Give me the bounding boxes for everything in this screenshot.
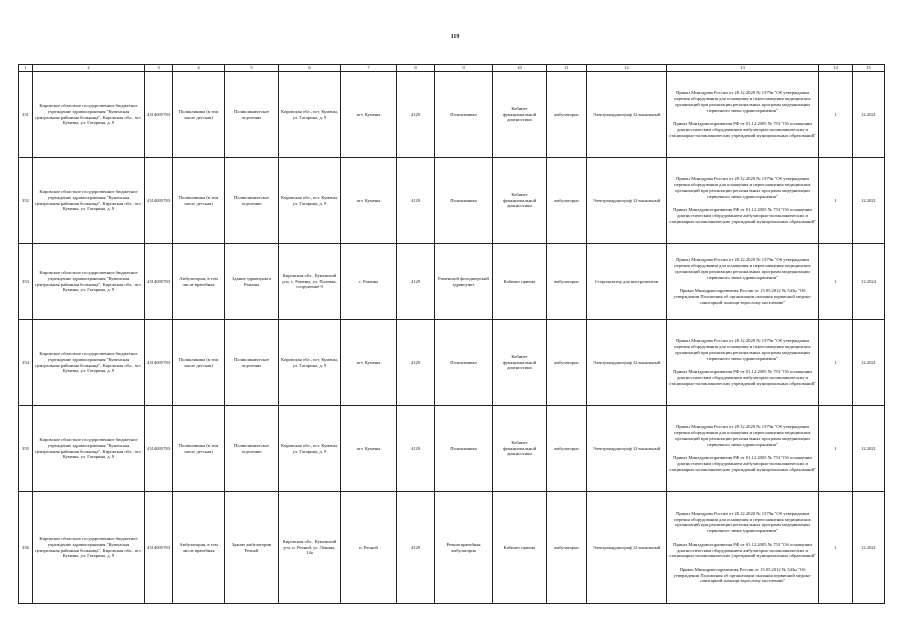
equipment-table: [18, 64, 885, 604]
column-header: 3: [145, 65, 173, 72]
facility-address: Кировская обл., пгт. Кумены, ул. Гагарина, д. 9: [279, 406, 341, 492]
legal-act: Приказ Минздравсоцразвития РФ от 01.12.2005 № 753 "Об оснащении диагностическим оборудованием амбулаторно-поликлинических и стационарно-поликлинических учреждений муниципальных образований": [669, 207, 816, 224]
facility-type: Поликлиника (в том числе детская): [173, 406, 225, 492]
locality-name: пгт. Кумены: [341, 158, 397, 244]
unit-type: Речная врачебная амбулатория: [435, 492, 493, 604]
column-header: 1: [19, 65, 33, 72]
row-number: 354: [19, 320, 33, 406]
equipment-name: Электрокардиограф 12-канальный: [587, 406, 667, 492]
division-name: Поликлиническое отделение: [225, 72, 279, 158]
unit-type: Поликлиника: [435, 406, 493, 492]
quantity: 1: [819, 406, 853, 492]
row-number: 355: [19, 406, 33, 492]
column-header: 4: [173, 65, 225, 72]
facility-type: Поликлиника (в том числе детская): [173, 158, 225, 244]
territory-code: 4129: [397, 72, 435, 158]
organization-name: Кировское областное государственное бюджетное учреждение здравоохранения "Куменская центральная районная больница", Кировская обл., пгт. Кумены, ул. Гагарина, д. 9: [33, 244, 145, 320]
territory-code: 4129: [397, 244, 435, 320]
facility-type: Поликлиника (в том числе детская): [173, 320, 225, 406]
column-header: 6: [279, 65, 341, 72]
facility-address: Кировская обл., пгт. Кумены, ул. Гагарина, д. 9: [279, 72, 341, 158]
care-form: амбулаторно: [547, 406, 587, 492]
legal-act: Приказ Минздравсоцразвития России от 15.05.2012 № 543н "Об утверждении Положения об организации оказания первичной медико-санитарной помощи взрослому населению": [673, 288, 812, 305]
column-header: 9: [435, 65, 493, 72]
legal-act: Приказ Минздравсоцразвития РФ от 01.12.2005 № 753 "Об оснащении диагностическим оборудованием амбулаторно-поликлинических и стационарно-поликлинических учреждений муниципальных образований": [669, 455, 816, 472]
legal-act: Приказ Минздрава России от 28.12.2020 № 1379н "Об утверждении перечня оборудования для оснащения и переоснащения медицинских организаций при реализации региональных программ модернизации первичного звена здравоохранения": [674, 257, 811, 280]
quantity: 1: [819, 244, 853, 320]
organization-name: Кировское областное государственное бюджетное учреждение здравоохранения "Куменская центральная районная больница", Кировская обл., пгт. Кумены, ул. Гагарина, д. 9: [33, 158, 145, 244]
equipment-name: Электрокардиограф 12-канальный: [587, 158, 667, 244]
facility-address: Кировская обл., Куменский р-н, п. Речной, ул. Ленина, 14а: [279, 492, 341, 604]
division-name: Здание здравпункта Рамены: [225, 244, 279, 320]
locality-name: п. Речной: [341, 492, 397, 604]
facility-type: Поликлиника (в том числе детская): [173, 72, 225, 158]
division-name: Поликлиническое отделение: [225, 406, 279, 492]
facility-address: Кировская обл., Куменский р-н, с. Рамены, ул. Полевая, сооружение 9: [279, 244, 341, 320]
inn-code: 4314005783: [145, 158, 173, 244]
facility-address: Кировская обл., пгт. Кумены, ул. Гагарина, д. 9: [279, 320, 341, 406]
legal-act: Приказ Минздравсоцразвития РФ от 01.12.2005 № 753 "Об оснащении диагностическим оборудованием амбулаторно-поликлинических и стационарно-поликлинических учреждений муниципальных образований": [669, 369, 816, 386]
organization-name: Кировское областное государственное бюджетное учреждение здравоохранения "Куменская центральная районная больница", Кировская обл., пгт. Кумены, ул. Гагарина, д. 9: [33, 492, 145, 604]
table-body: [19, 72, 885, 604]
equipment-name: Электрокардиограф 12-канальный: [587, 72, 667, 158]
locality-name: пгт. Кумены: [341, 320, 397, 406]
equipment-name: Электрокардиограф 12-канальный: [587, 320, 667, 406]
room-name: Кабинет функциональной диагностики: [493, 158, 547, 244]
column-header: 11: [547, 65, 587, 72]
table-row: [19, 320, 885, 406]
territory-code: 4129: [397, 158, 435, 244]
column-header: 5: [225, 65, 279, 72]
legal-act: Приказ Минздравсоцразвития России от 15.05.2012 № 543н "Об утверждении Положения об организации оказания первичной медико-санитарной помощи взрослому населению": [673, 566, 812, 584]
inn-code: 4314005783: [145, 492, 173, 604]
header-row: [19, 65, 885, 72]
inn-code: 4314005783: [145, 320, 173, 406]
unit-type: Поликлиника: [435, 72, 493, 158]
table-row: [19, 244, 885, 320]
equipment-name: Электрокардиограф 12-канальный: [587, 492, 667, 604]
room-name: Кабинет функциональной диагностики: [493, 72, 547, 158]
room-name: Кабинет приема: [493, 492, 547, 604]
column-header: 14: [819, 65, 853, 72]
locality-name: с. Рамены: [341, 244, 397, 320]
organization-name: Кировское областное государственное бюджетное учреждение здравоохранения "Куменская центральная районная больница", Кировская обл., пгт. Кумены, ул. Гагарина, д. 9: [33, 320, 145, 406]
quantity: 1: [819, 72, 853, 158]
due-date: 12.2021: [853, 158, 885, 244]
locality-name: пгт. Кумены: [341, 406, 397, 492]
due-date: 12.2021: [853, 406, 885, 492]
care-form: амбулаторно: [547, 320, 587, 406]
legal-act: Приказ Минздрава России от 28.12.2020 № 1379н "Об утверждении перечня оборудования для оснащения и переоснащения медицинских организаций при реализации региональных программ модернизации первичного звена здравоохранения": [674, 424, 811, 447]
column-header: 13: [667, 65, 819, 72]
unit-type: Поликлиника: [435, 158, 493, 244]
equipment-name: Стерилизатор для инструментов: [587, 244, 667, 320]
quantity: 1: [819, 320, 853, 406]
due-date: 12.2021: [853, 492, 885, 604]
care-form: амбулаторно: [547, 72, 587, 158]
legal-act: Приказ Минздравсоцразвития РФ от 01.12.2005 № 753 "Об оснащении диагностическим оборудованием амбулаторно-поликлинических и стационарно-поликлинических учреждений муниципальных образований": [669, 121, 816, 138]
territory-code: 4129: [397, 320, 435, 406]
legal-act: Приказ Минздрава России от 28.12.2020 № 1379н "Об утверждении перечня оборудования для оснащения и переоснащения медицинских организаций при реализации региональных программ модернизации первичного звена здравоохранения": [674, 510, 811, 534]
care-form: амбулаторно: [547, 492, 587, 604]
room-name: Кабинет функциональной диагностики: [493, 320, 547, 406]
column-header: 15: [853, 65, 885, 72]
due-date: 12.2021: [853, 72, 885, 158]
legal-act: Приказ Минздрава России от 28.12.2020 № 1379н "Об утверждении перечня оборудования для оснащения и переоснащения медицинских организаций при реализации региональных программ модернизации первичного звена здравоохранения": [674, 176, 811, 199]
due-date: 12.2021: [853, 320, 885, 406]
legal-act: Приказ Минздрава России от 28.12.2020 № 1379н "Об утверждении перечня оборудования для оснащения и переоснащения медицинских организаций при реализации региональных программ модернизации первичного звена здравоохранения": [674, 338, 811, 361]
inn-code: 4314005783: [145, 406, 173, 492]
legal-act: Приказ Минздрава России от 28.12.2020 № 1379н "Об утверждении перечня оборудования для оснащения и переоснащения медицинских организаций при реализации региональных программ модернизации первичного звена здравоохранения": [674, 90, 811, 113]
table-row: [19, 492, 885, 604]
facility-address: Кировская обл., пгт. Кумены, ул. Гагарина, д. 9: [279, 158, 341, 244]
division-name: Здание амбулатории Речной: [225, 492, 279, 604]
legal-act: Приказ Минздравсоцразвития РФ от 01.12.2005 № 753 "Об оснащении диагностическим оборудованием амбулаторно-поликлинических и стационарно-поликлинических учреждений муниципальных образований": [669, 541, 816, 559]
unit-type: Раменской фельдшерский здравпункт: [435, 244, 493, 320]
organization-name: Кировское областное государственное бюджетное учреждение здравоохранения "Куменская центральная районная больница", Кировская обл., пгт. Кумены, ул. Гагарина, д. 9: [33, 72, 145, 158]
legal-basis: [667, 158, 819, 244]
legal-basis: [667, 406, 819, 492]
inn-code: 4314005783: [145, 72, 173, 158]
division-name: Поликлиническое отделение: [225, 158, 279, 244]
unit-type: Поликлиника: [435, 320, 493, 406]
care-form: амбулаторно: [547, 244, 587, 320]
territory-code: 4129: [397, 492, 435, 604]
table-row: [19, 406, 885, 492]
column-header: 7: [341, 65, 397, 72]
page-number: 119: [450, 34, 460, 40]
territory-code: 4129: [397, 406, 435, 492]
quantity: 1: [819, 158, 853, 244]
legal-basis: [667, 492, 819, 604]
row-number: 351: [19, 72, 33, 158]
quantity: 1: [819, 492, 853, 604]
care-form: амбулаторно: [547, 158, 587, 244]
column-header: 2: [33, 65, 145, 72]
organization-name: Кировское областное государственное бюджетное учреждение здравоохранения "Куменская центральная районная больница", Кировская обл., пгт. Кумены, ул. Гагарина, д. 9: [33, 406, 145, 492]
legal-basis: [667, 320, 819, 406]
column-header: 8: [397, 65, 435, 72]
legal-basis: [667, 72, 819, 158]
row-number: 353: [19, 244, 33, 320]
due-date: 12.2024: [853, 244, 885, 320]
column-header: 10: [493, 65, 547, 72]
column-header: 12: [587, 65, 667, 72]
facility-type: Амбулатория, в том числе врачебная: [173, 244, 225, 320]
inn-code: 4314005783: [145, 244, 173, 320]
locality-name: пгт. Кумены: [341, 72, 397, 158]
row-number: 356: [19, 492, 33, 604]
division-name: Поликлиническое отделение: [225, 320, 279, 406]
table-row: [19, 72, 885, 158]
room-name: Кабинет приема: [493, 244, 547, 320]
room-name: Кабинет функциональной диагностики: [493, 406, 547, 492]
legal-basis: [667, 244, 819, 320]
table-row: [19, 158, 885, 244]
facility-type: Амбулатория, в том числе врачебная: [173, 492, 225, 604]
row-number: 352: [19, 158, 33, 244]
